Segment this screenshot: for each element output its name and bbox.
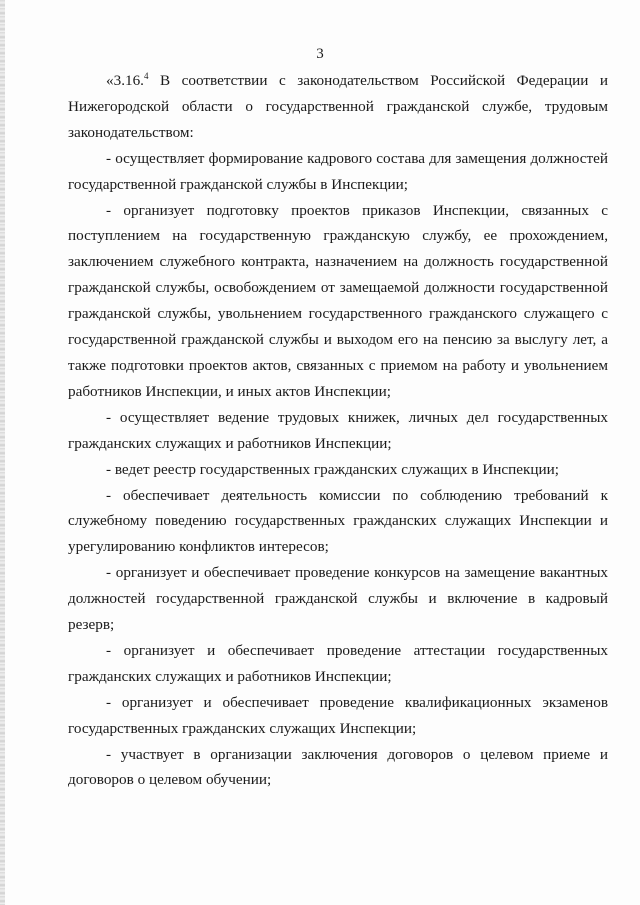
list-item: - обеспечивает деятельность комиссии по соблюдению требований к служебному поведению государственных гражданских служащих Инспекции и урегулированию конфликтов интересов;	[68, 486, 608, 556]
section-number: «3.16.	[106, 72, 144, 89]
intro-text: В соответствии с законодательством Российской Федерации и Нижегородской области о государственной гражданской службе, трудовым законодательством:	[68, 72, 608, 141]
intro-paragraph	[68, 68, 608, 146]
section-superscript: 4	[143, 71, 149, 81]
scan-edge	[0, 0, 5, 905]
list-item: - ведет реестр государственных гражданских служащих в Инспекции;	[106, 460, 560, 478]
document-body	[68, 68, 608, 793]
list-item: - осуществляет ведение трудовых книжек, личных дел государственных гражданских служащих и работников Инспекции;	[68, 408, 608, 452]
list-item: - организует подготовку проектов приказов Инспекции, связанных с поступлением на государственную гражданскую службу, ее прохождением, заключением служебного контракта, назначением на должность государственной гражданской службы, освобождением от замещаемой должности государственной гражданской службы, увольнением государственного гражданского служащего с государственной гражданской службы и выходом его на пенсию за выслугу лет, а также подготовки проектов актов, связанных с приемом на работу и увольнением работников Инспекции, и иных актов Инспекции;	[68, 201, 608, 400]
list-item: - организует и обеспечивает проведение аттестации государственных гражданских служащих и работников Инспекции;	[68, 641, 608, 685]
list-item: - организует и обеспечивает проведение конкурсов на замещение вакантных должностей государственной гражданской службы и включение в кадровый резерв;	[68, 564, 608, 634]
list-item: - организует и обеспечивает проведение квалификационных экзаменов государственных гражданских служащих Инспекции;	[68, 693, 608, 737]
page-number: 3	[316, 46, 324, 62]
list-item: - участвует в организации заключения договоров о целевом приеме и договоров о целевом обучении;	[68, 745, 608, 789]
list-item: - осуществляет формирование кадрового состава для замещения должностей государственной гражданской службы в Инспекции;	[68, 149, 608, 193]
